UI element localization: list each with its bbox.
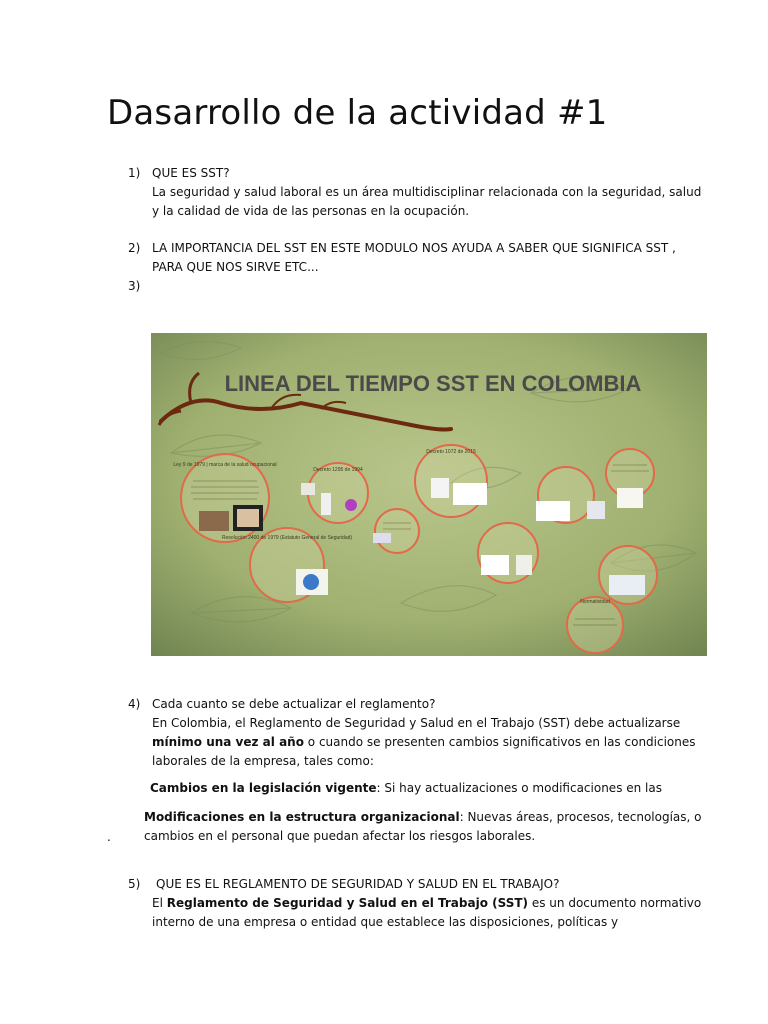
bullet-legislacion: [150, 779, 662, 798]
node-label: Decreto 1295 de 1994: [313, 467, 363, 473]
answer-line: interno de una empresa o entidad que establece las disposiciones, políticas y: [152, 915, 619, 929]
answer-line: y la calidad de vida de las personas en la ocupación.: [152, 204, 470, 218]
document-title: Dasarrollo de la actividad #1: [107, 93, 608, 133]
answer-text: o cuando se presenten cambios significativos en las condiciones: [303, 735, 696, 749]
node-label: Decreto 1072 de 2015: [426, 449, 476, 455]
answer-line: La seguridad y salud laboral es un área multidisciplinar relacionada con la seguridad, salud: [152, 185, 702, 199]
stray-dot: .: [107, 830, 111, 844]
question-heading: QUE ES SST?: [152, 166, 230, 180]
question-heading: Cada cuanto se debe actualizar el reglamento?: [152, 697, 436, 711]
answer-text: es un documento normativo: [528, 896, 702, 910]
node-label: Resolución 2400 de 1979 (Estatuto General de Seguridad): [221, 535, 353, 541]
item-number: 5): [128, 877, 141, 891]
bullet-estructura: [144, 808, 702, 846]
item-text: [152, 695, 696, 771]
node-label: Normatividad: [580, 599, 610, 605]
answer-line: cambios en el personal que puedan afectar los riesgos laborales.: [144, 829, 536, 843]
timeline-image: [151, 333, 707, 656]
bold-text: mínimo una vez al año: [152, 735, 304, 749]
node-label: Ley 9 de 1979 | marca de la salud ocupacional: [173, 462, 277, 468]
answer-text: : Si hay actualizaciones o modificaciones en las: [376, 781, 662, 795]
item-text: [152, 164, 702, 221]
item-number: 2): [128, 241, 141, 255]
answer-line: PARA QUE NOS SIRVE ETC...: [152, 260, 319, 274]
answer-line: laborales de la empresa, tales como:: [152, 754, 374, 768]
bold-text: Reglamento de Seguridad y Salud en el Trabajo (SST): [166, 896, 529, 910]
item-number: 1): [128, 166, 141, 180]
item-number: 4): [128, 697, 141, 711]
answer-line: LA IMPORTANCIA DEL SST EN ESTE MODULO NOS AYUDA A SABER QUE SIGNIFICA SST ,: [152, 241, 676, 255]
answer-text: El: [152, 896, 167, 910]
bold-text: Modificaciones en la estructura organizacional: [144, 810, 460, 824]
bold-text: Cambios en la legislación vigente: [150, 781, 377, 795]
item-text: [152, 875, 702, 932]
item-number: 3): [128, 279, 141, 293]
answer-line: En Colombia, el Reglamento de Seguridad y Salud en el Trabajo (SST) debe actualizarse: [152, 716, 681, 730]
timeline-title: LINEA DEL TIEMPO SST EN COLOMBIA: [224, 371, 642, 396]
answer-text: : Nuevas áreas, procesos, tecnologías, o: [459, 810, 702, 824]
answer-line: [152, 733, 696, 752]
question-heading: QUE ES EL REGLAMENTO DE SEGURIDAD Y SALUD EN EL TRABAJO?: [156, 877, 560, 891]
item-text: [152, 239, 676, 277]
answer-line: [152, 894, 702, 913]
